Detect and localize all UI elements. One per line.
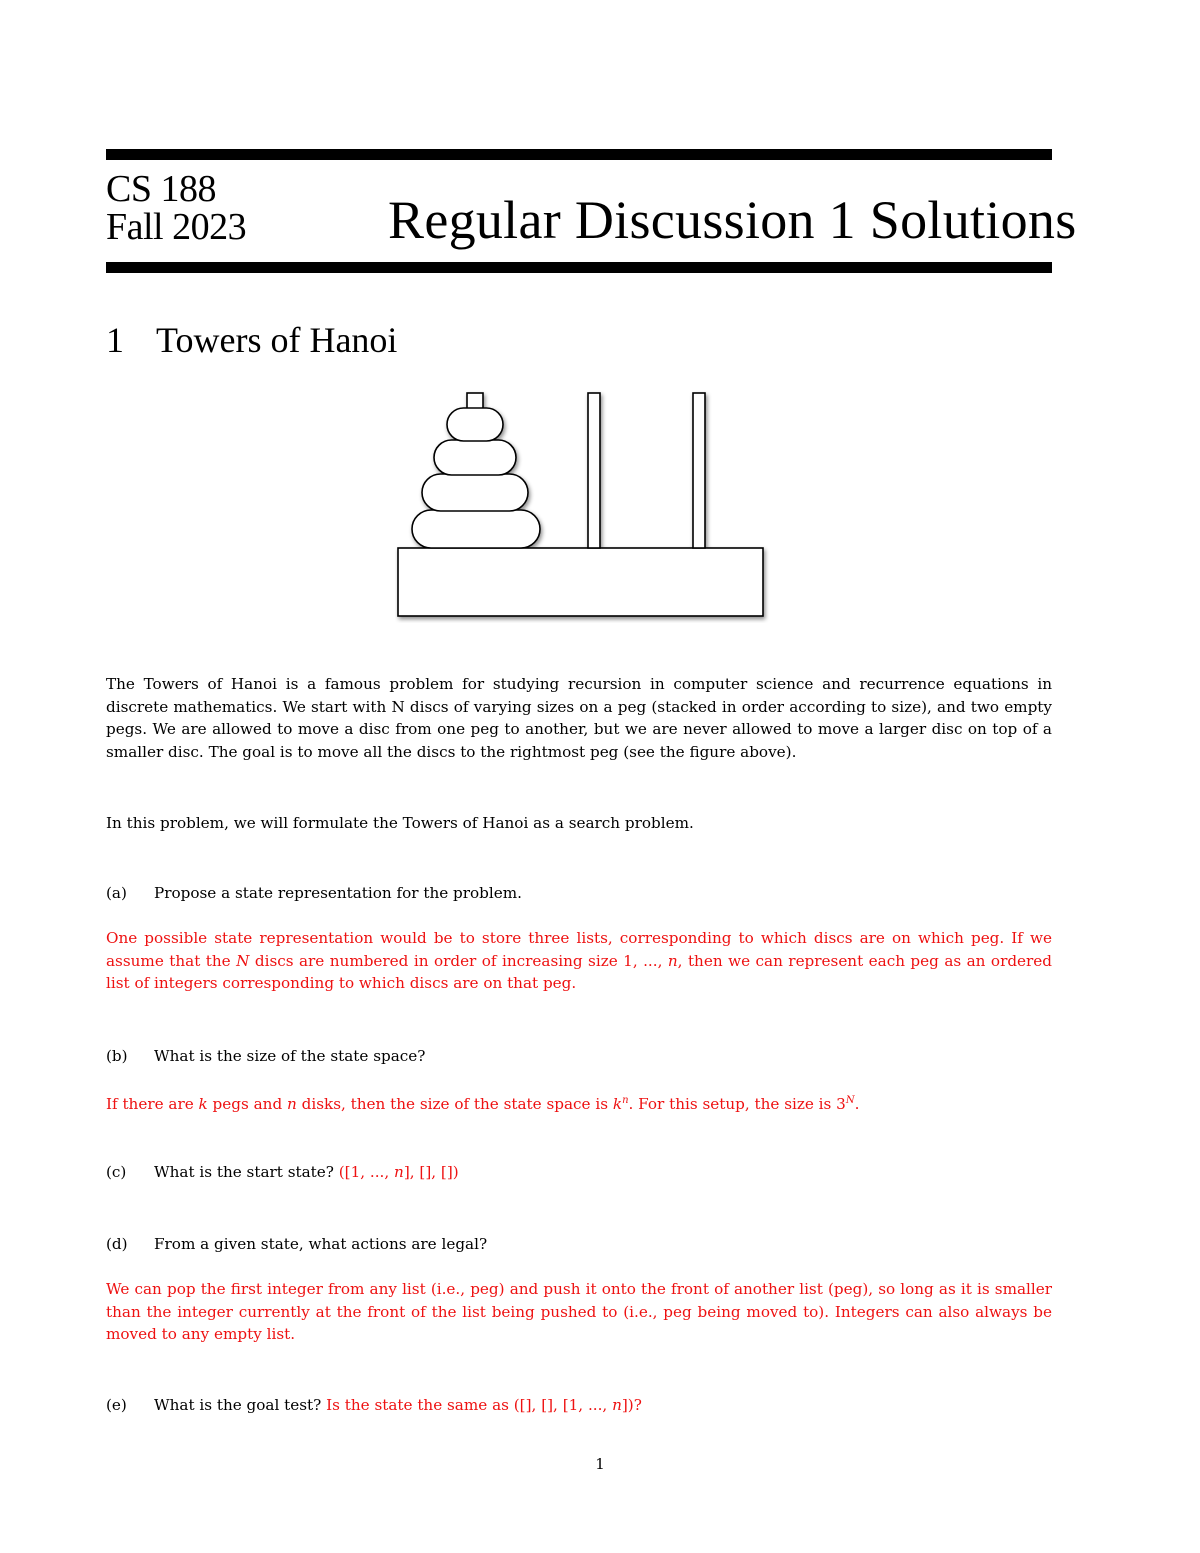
question-text: From a given state, what actions are legal? (154, 1235, 488, 1253)
disc-2 (434, 440, 516, 475)
question-d (106, 1233, 1052, 1256)
towers-of-hanoi-illustration (395, 388, 770, 623)
section-number: 1 (106, 320, 124, 360)
question-label: (e) (106, 1396, 127, 1414)
header-rule-top (106, 149, 1052, 160)
section-heading (106, 318, 397, 362)
solution-a: One possible state representation would be to store three lists, corresponding to which discs are on which peg. If we assume that the N discs are numbered in order of increasing size 1, ..., n, then we can represent each peg as an ordered list of integers corresponding to which discs are on that peg. (106, 929, 1053, 992)
disc-1 (447, 408, 503, 441)
peg-right (693, 393, 705, 548)
solution-d: We can pop the first integer from any list (i.e., peg) and push it onto the front of another list (peg), so long as it is smaller than the integer currently at the front of the list being pushed to (i.e., peg being moved to). Integers can also always be moved to any empty list. (106, 1280, 1052, 1343)
document-title: Regular Discussion 1 Solutions (388, 190, 1077, 250)
question-e (106, 1394, 1052, 1417)
peg-middle (588, 393, 600, 548)
question-text: What is the size of the state space? (154, 1047, 426, 1065)
answer-c: ([1, ..., n], [], []) (338, 1163, 459, 1181)
base-platform (398, 548, 763, 616)
intro-paragraph-2: In this problem, we will formulate the Towers of Hanoi as a search problem. (106, 814, 694, 832)
answer-e: Is the state the same as ([], [], [1, ..., n])? (326, 1396, 642, 1414)
course-term: Fall 2023 (106, 206, 247, 248)
question-a (106, 882, 1052, 905)
question-text: What is the start state? (154, 1163, 334, 1181)
question-label: (b) (106, 1047, 128, 1065)
page-number: 1 (595, 1455, 605, 1473)
question-text: Propose a state representation for the problem. (154, 884, 522, 902)
course-code: CS 188 (106, 168, 216, 210)
question-label: (d) (106, 1235, 128, 1253)
intro-paragraph: The Towers of Hanoi is a famous problem for studying recursion in computer science and recurrence equations in discrete mathematics. We start with N discs of varying sizes on a peg (stacked in order according to size), and two empty pegs. We are allowed to move a disc from one peg to another, but we are never allowed to move a larger disc on top of a smaller disc. The goal is to move all the discs to the rightmost peg (see the figure above). (106, 675, 1052, 761)
question-c (106, 1161, 1052, 1184)
section-title: Towers of Hanoi (156, 320, 398, 360)
disc-4 (412, 510, 540, 548)
disc-3 (422, 474, 528, 511)
question-label: (a) (106, 884, 127, 902)
question-text: What is the goal test? (154, 1396, 322, 1414)
header-rule-bottom (106, 262, 1052, 273)
question-b (106, 1045, 1052, 1068)
solution-b: If there are k pegs and n disks, then the size of the state space is $k^n$. For this setup, the size is $3^N$. (106, 1095, 860, 1114)
question-label: (c) (106, 1163, 127, 1181)
